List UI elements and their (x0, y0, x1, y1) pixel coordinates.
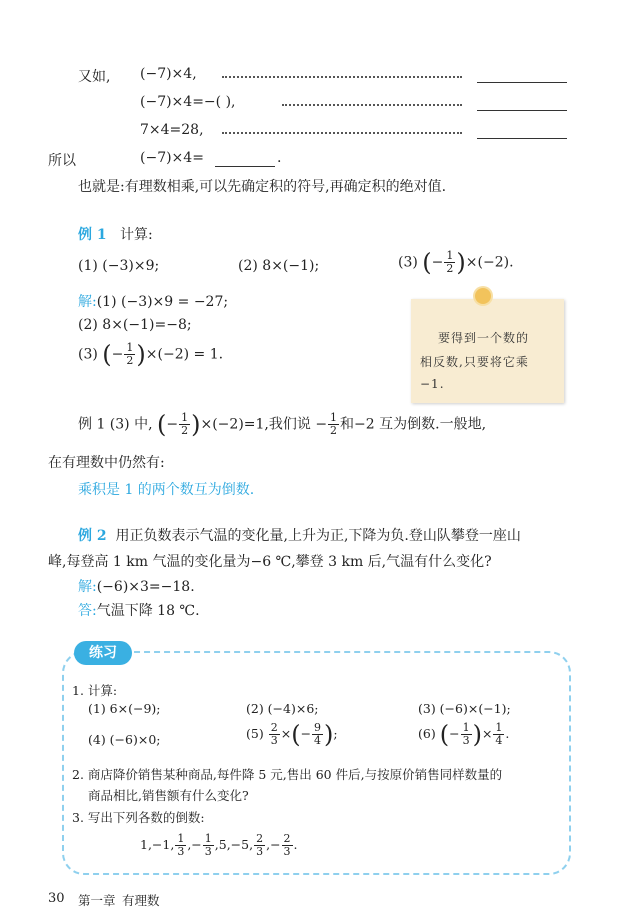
fraction: $\frac{1}{3}$ (462, 721, 470, 747)
intro-line1: (−7)×4, (140, 66, 197, 82)
solution-s1: (1) (−3)×9 = −27; (96, 294, 229, 310)
item6-label: (6) (418, 726, 436, 741)
fraction-one-half: $\frac{1}{2}$ (330, 411, 338, 437)
example1-q1: (1) (−3)×9; (78, 258, 160, 274)
exercise-item-6: (6) (− $\frac{1}{3}$ )× $\frac{1}{4}$ . (418, 720, 510, 749)
exercise-q2-line2: 商品相比,销售额有什么变化? (88, 788, 249, 803)
fraction: $\frac{1}{3}$ (204, 832, 212, 858)
page-number: 30 (48, 891, 65, 906)
example1-q3: (3) (− $\frac{1}{2}$ )×(−2). (398, 248, 514, 277)
reciprocal-line2: 在有理数中仍然有: (48, 455, 165, 471)
example2-text1: 用正负数表示气温的变化量,上升为正,下降为负.登山队攀登一座山 (115, 528, 521, 544)
q3-suffix: ×(−2). (465, 254, 514, 271)
answer-blank[interactable] (215, 166, 275, 167)
solution-text: (−6)×3=−18. (96, 579, 195, 595)
reciprocal-line1: 例 1 (3) 中, (− $\frac{1}{2}$ )×(−2)=1,我们说 − $\frac{1}{2}$ 和−2 互为倒数.一般地, (78, 410, 487, 439)
answer-text: 气温下降 18 ℃. (96, 603, 200, 619)
exercise-item-4: (4) (−6)×0; (88, 732, 161, 747)
exercise-box (62, 651, 571, 875)
recip-c: 和−2 互为倒数.一般地, (340, 416, 487, 433)
reciprocal-rule: 乘积是 1 的两个数互为倒数. (78, 482, 255, 498)
dotted-leader (282, 104, 462, 106)
item5-label: (5) (246, 726, 264, 741)
answer-blank[interactable] (477, 82, 567, 83)
pushpin-icon (475, 288, 491, 304)
fraction: $\frac{2}{3}$ (270, 721, 278, 747)
q3-prefix: (3) (398, 254, 418, 271)
example1-title-text: 计算: (120, 227, 153, 243)
answer-label: 答: (78, 603, 97, 619)
solution-label: 解: (78, 294, 97, 310)
solution1-line1 (78, 291, 228, 311)
exercise-item-5: (5) $\frac{2}{3}$ ×(− $\frac{9}{4}$ ); (246, 720, 338, 749)
example1-title: 例 1 (78, 227, 107, 243)
example1-q2: (2) 8×(−1); (238, 258, 320, 274)
so-label: 所以 (48, 153, 76, 169)
fraction: $\frac{2}{3}$ (283, 832, 291, 858)
note-line1: 要得到一个数的 (438, 331, 530, 345)
exercise-q3-title: 3. 写出下列各数的倒数: (72, 810, 205, 825)
note-line2: 相反数,只要将它乘 (420, 355, 529, 369)
solution1-line2: (2) 8×(−1)=−8; (78, 317, 192, 333)
recip-b: ×(−2)=1,我们说 − (200, 416, 328, 433)
answer-blank[interactable] (477, 138, 567, 139)
example2-solution (78, 576, 195, 596)
note-line3: −1. (420, 377, 445, 391)
intro-line3: 7×4=28, (140, 122, 204, 138)
q3-numbers-prefix: 1,−1, (140, 837, 175, 852)
chapter-label: 第一章 (78, 893, 116, 908)
chapter-title: 有理数 (122, 893, 160, 908)
summary-text: 也就是:有理数相乘,可以先确定积的符号,再确定积的绝对值. (78, 179, 447, 195)
fraction: $\frac{2}{3}$ (256, 832, 264, 858)
exercise-item-1: (1) 6×(−9); (88, 701, 161, 716)
s3-prefix: (3) (78, 346, 98, 363)
exercise-q2-line1: 2. 商店降价销售某种商品,每件降 5 元,售出 60 件后,与按原价销售同样数量的 (72, 767, 503, 782)
solution-label: 解: (78, 579, 97, 595)
example2-answer (78, 600, 200, 620)
fraction-one-half: $\frac{1}{2}$ (126, 341, 134, 367)
recip-a: 例 1 (3) 中, (78, 416, 153, 433)
exercise-q1-title: 1. 计算: (72, 683, 118, 698)
example2-line2: 峰,每登高 1 km 气温的变化量为−6 ℃,攀登 3 km 后,气温有什么变化? (48, 554, 492, 570)
s3-suffix: ×(−2) = 1. (145, 346, 224, 363)
dotted-leader (222, 76, 462, 78)
fraction: $\frac{1}{3}$ (177, 832, 185, 858)
exercise-item-2: (2) (−4)×6; (246, 701, 319, 716)
so-period: . (277, 150, 282, 166)
solution1-line3: (3) (− $\frac{1}{2}$ )×(−2) = 1. (78, 340, 224, 369)
intro-line2: (−7)×4=−( ), (140, 94, 236, 110)
exercise-item-3: (3) (−6)×(−1); (418, 701, 511, 716)
dotted-leader (222, 132, 462, 134)
exercise-tag: 练习 (74, 641, 132, 665)
example2-title: 例 2 (78, 528, 107, 544)
fraction-one-half: $\frac{1}{2}$ (446, 249, 454, 275)
fraction: $\frac{1}{4}$ (495, 721, 503, 747)
fraction: $\frac{9}{4}$ (314, 721, 322, 747)
example2-line1 (78, 525, 521, 545)
answer-blank[interactable] (477, 110, 567, 111)
exercise-q3-numbers: 1,−1, $\frac{1}{3}$ ,− $\frac{1}{3}$ ,5,−5, $\frac{2}{3}$ ,− $\frac{2}{3}$ . (140, 832, 298, 858)
so-expr: (−7)×4= (140, 150, 204, 166)
fraction-one-half: $\frac{1}{2}$ (181, 411, 189, 437)
intro-label: 又如, (78, 69, 111, 85)
